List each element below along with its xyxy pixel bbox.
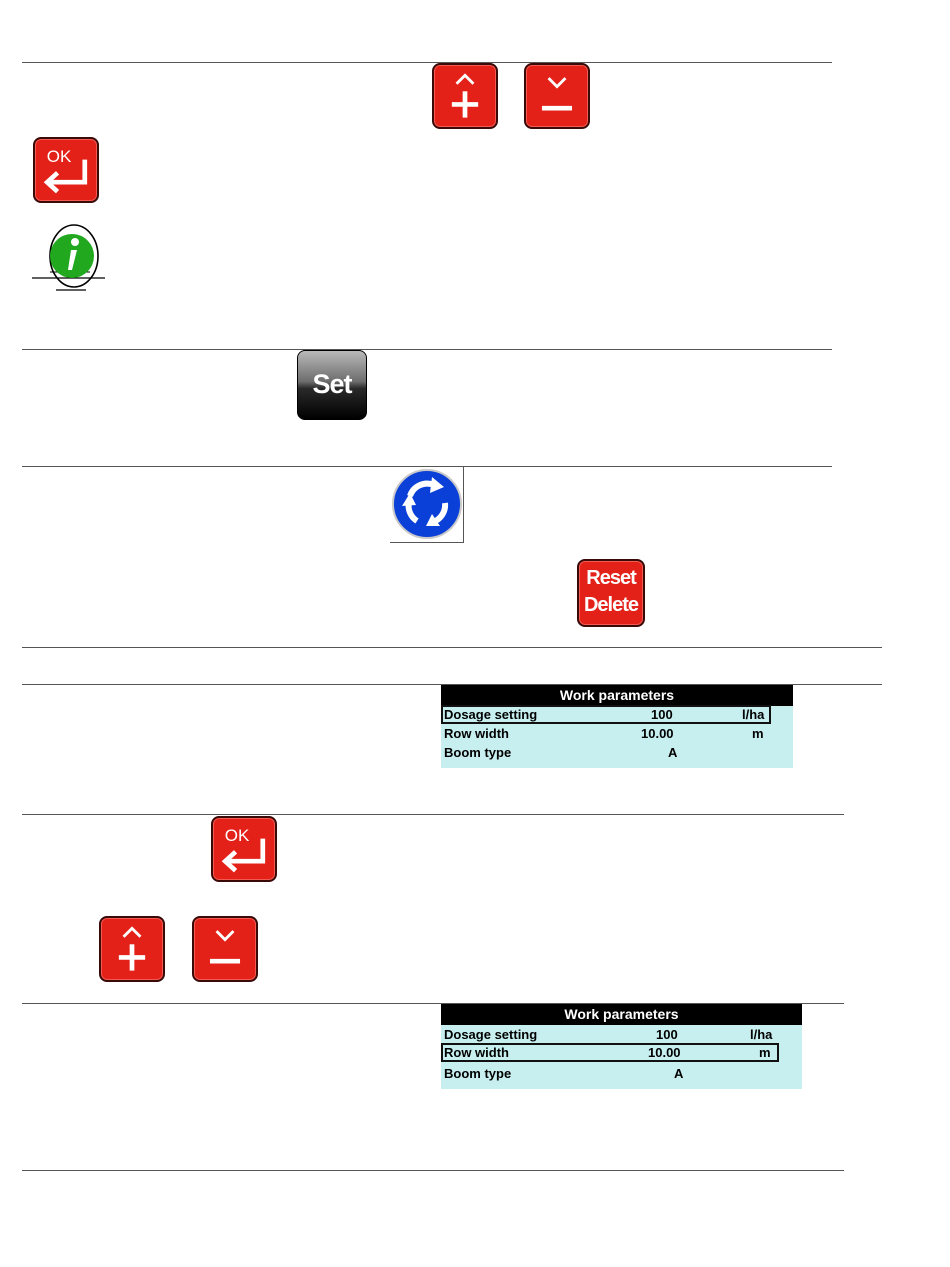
parameter-row[interactable]: [441, 724, 793, 743]
plus-button[interactable]: [99, 916, 165, 982]
minus-button[interactable]: [524, 63, 590, 129]
table-rule: [22, 1170, 844, 1171]
parameter-row[interactable]: [441, 743, 793, 762]
panel-title: Work parameters: [441, 685, 793, 706]
delete-label: Delete: [583, 594, 639, 616]
table-rule: [22, 62, 832, 63]
ok-button[interactable]: [33, 137, 99, 203]
info-icon: [30, 222, 110, 294]
parameter-label: Row width: [444, 1045, 509, 1060]
parameter-value: 100: [656, 1027, 678, 1042]
parameter-row-selected[interactable]: [441, 1043, 779, 1062]
parameter-label: Dosage setting: [444, 1027, 538, 1042]
parameter-label: Row width: [444, 726, 509, 741]
table-rule: [22, 647, 882, 648]
table-rule: [22, 814, 844, 815]
set-label: Set: [312, 369, 352, 399]
parameter-row[interactable]: [441, 1025, 802, 1044]
parameter-value: A: [668, 745, 678, 760]
parameter-unit: m: [759, 1045, 771, 1060]
parameter-unit: l/ha: [750, 1027, 773, 1042]
work-parameters-panel: [441, 685, 793, 768]
panel-title: Work parameters: [441, 1004, 802, 1025]
enter-arrow-icon: [213, 818, 275, 880]
parameter-unit: l/ha: [742, 707, 765, 722]
parameter-row-selected[interactable]: [441, 705, 771, 724]
parameter-row[interactable]: [441, 1064, 802, 1083]
parameter-label: Dosage setting: [444, 707, 538, 722]
enter-arrow-icon: [35, 139, 97, 201]
reset-label: Reset: [586, 567, 636, 589]
minus-icon: [526, 65, 588, 127]
reset-delete-button[interactable]: [577, 559, 645, 627]
table-rule: [22, 349, 832, 350]
work-parameters-panel: [441, 1004, 802, 1089]
minus-button[interactable]: [192, 916, 258, 982]
parameter-label: Boom type: [444, 1066, 512, 1081]
ok-label: OK: [224, 826, 250, 845]
parameter-value: 10.00: [641, 726, 674, 741]
parameter-unit: m: [752, 726, 764, 741]
parameter-value: A: [674, 1066, 684, 1081]
ok-label: OK: [46, 147, 72, 166]
parameter-value: 100: [651, 707, 673, 722]
plus-button[interactable]: [432, 63, 498, 129]
plus-icon: [101, 918, 163, 980]
roundabout-icon: [390, 466, 464, 543]
parameter-value: 10.00: [648, 1045, 681, 1060]
minus-icon: [194, 918, 256, 980]
plus-icon: [434, 65, 496, 127]
parameter-label: Boom type: [444, 745, 512, 760]
ok-button[interactable]: [211, 816, 277, 882]
set-button[interactable]: [297, 350, 367, 420]
